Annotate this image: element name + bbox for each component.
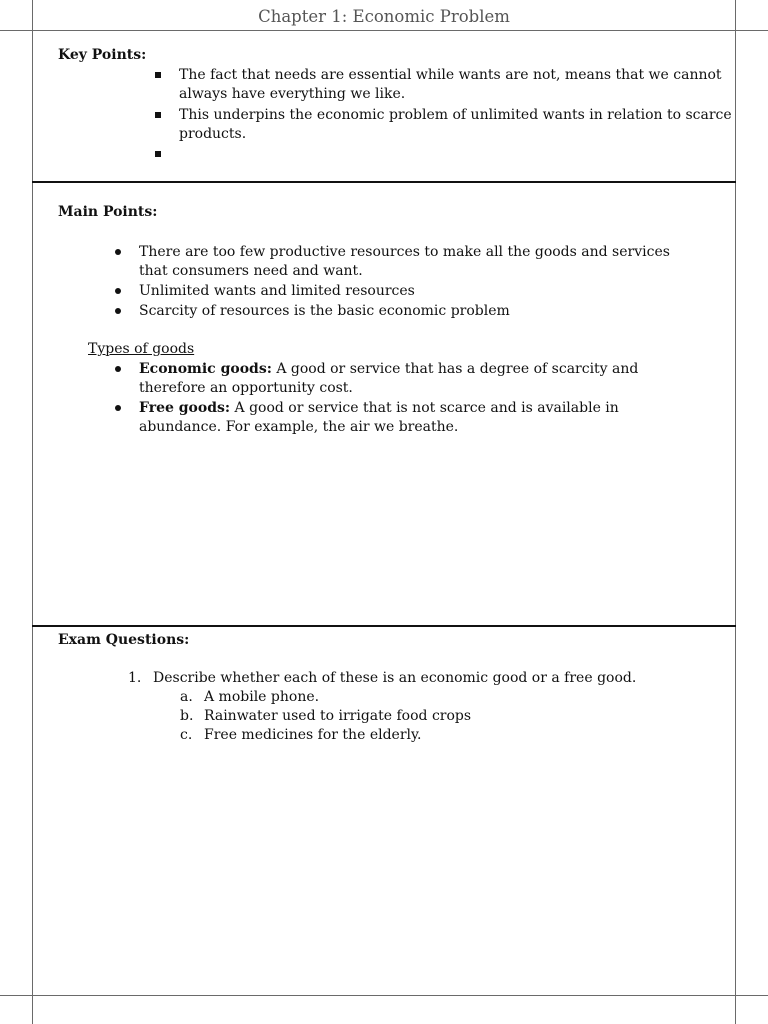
question-text: Describe whether each of these is an economic good or a free good. xyxy=(153,670,637,686)
main-point-1-line-2: that consumers need and want. xyxy=(139,263,363,279)
sub-item-c-text: Free medicines for the elderly. xyxy=(204,727,422,743)
left-border-line xyxy=(32,0,33,1024)
main-point-1-line-1: There are too few productive resources to make all the goods and services xyxy=(139,244,670,260)
exam-questions-heading: Exam Questions: xyxy=(58,632,190,648)
key-point-2-line-2: products. xyxy=(179,126,247,142)
right-border-line xyxy=(735,0,736,1024)
key-point-1-line-2: always have everything we like. xyxy=(179,86,406,102)
main-point-3: Scarcity of resources is the basic economic problem xyxy=(139,303,510,319)
round-bullet-icon xyxy=(115,366,121,372)
free-goods-line-2: abundance. For example, the air we breathe. xyxy=(139,419,459,435)
section-divider-main-exam xyxy=(32,625,736,627)
economic-goods-term: Economic goods: xyxy=(139,361,272,377)
main-points-heading: Main Points: xyxy=(58,204,158,220)
sub-item-b-text: Rainwater used to irrigate food crops xyxy=(204,708,472,724)
types-of-goods-heading: Types of goods xyxy=(88,341,195,357)
page-title: Chapter 1: Economic Problem xyxy=(258,7,510,26)
square-bullet-icon xyxy=(155,112,161,118)
key-point-1-line-1: The fact that needs are essential while wants are not, means that we cannot xyxy=(179,67,722,83)
footer-divider xyxy=(0,995,768,996)
economic-goods-line-1 xyxy=(139,360,638,379)
key-point-2-line-1: This underpins the economic problem of unlimited wants in relation to scarce xyxy=(179,107,732,123)
free-goods-line-1 xyxy=(139,399,619,418)
sub-item-letter: c. xyxy=(180,727,193,743)
economic-goods-line-2: therefore an opportunity cost. xyxy=(139,380,353,396)
key-points-heading: Key Points: xyxy=(58,47,147,63)
round-bullet-icon xyxy=(115,288,121,294)
free-goods-term: Free goods: xyxy=(139,400,231,416)
header-divider xyxy=(0,30,768,31)
main-point-2: Unlimited wants and limited resources xyxy=(139,283,415,299)
section-divider-key-main xyxy=(32,181,736,183)
round-bullet-icon xyxy=(115,249,121,255)
square-bullet-icon xyxy=(155,151,161,157)
round-bullet-icon xyxy=(115,405,121,411)
free-goods-definition: A good or service that is not scarce and is available in xyxy=(230,400,619,416)
sub-item-letter: b. xyxy=(180,708,194,724)
economic-goods-definition: A good or service that has a degree of scarcity and xyxy=(271,361,639,377)
sub-item-letter: a. xyxy=(180,689,193,705)
question-number: 1. xyxy=(128,670,142,686)
round-bullet-icon xyxy=(115,308,121,314)
square-bullet-icon xyxy=(155,72,161,78)
sub-item-a-text: A mobile phone. xyxy=(204,689,320,705)
